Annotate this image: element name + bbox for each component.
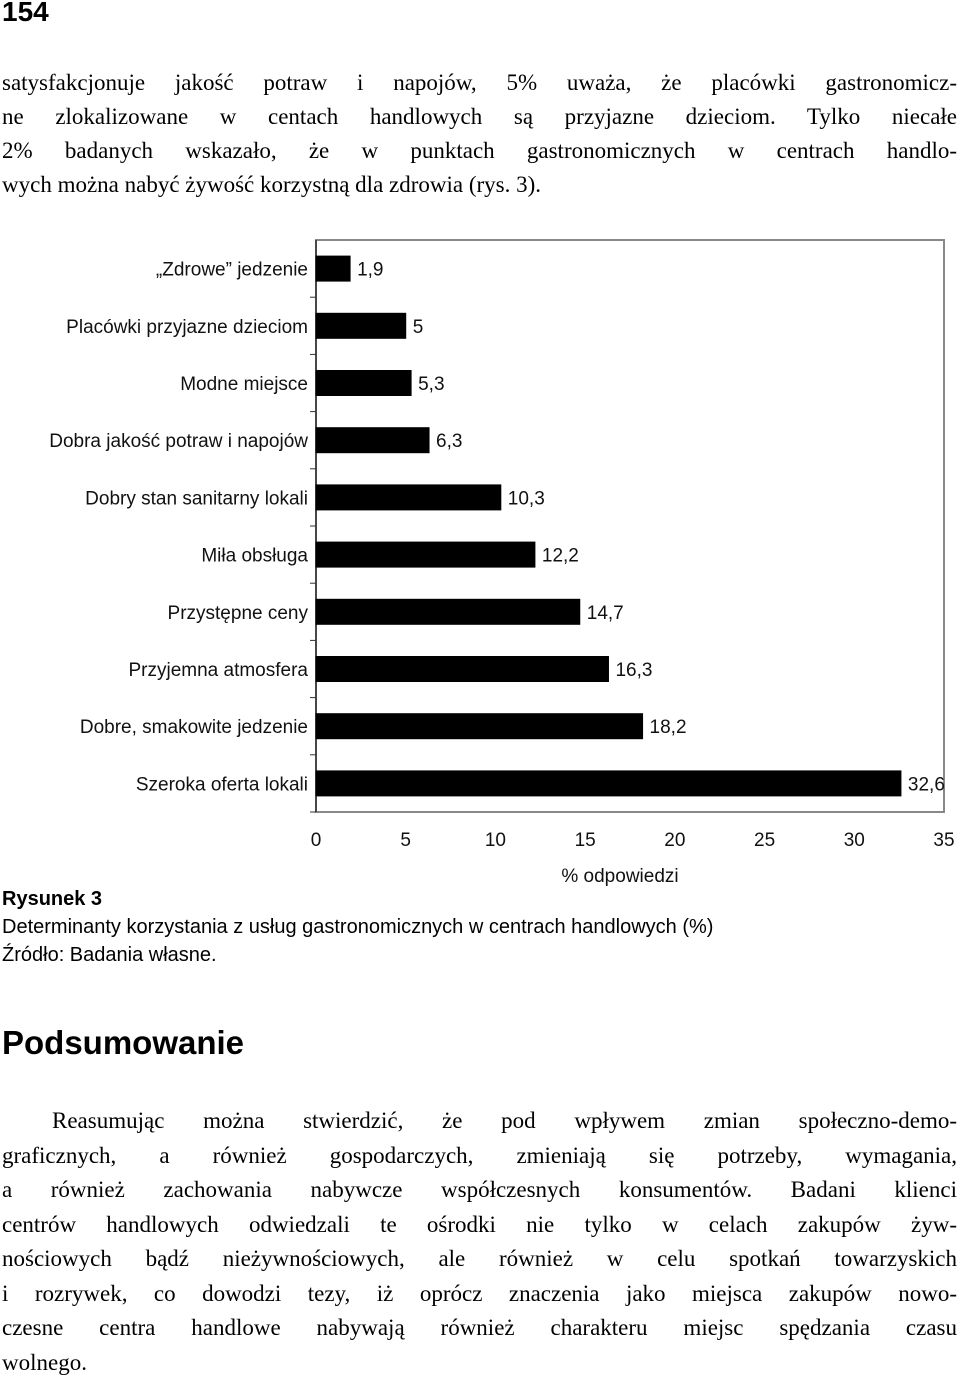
bar xyxy=(316,714,643,739)
text-line: wolnego. xyxy=(2,1349,87,1375)
category-label: Miła obsługa xyxy=(201,545,308,567)
text-line: wych można nabyć żywość korzystną dla zdrowia (rys. 3). xyxy=(2,172,542,197)
data-label: 14,7 xyxy=(586,602,624,624)
bar xyxy=(316,371,411,396)
text-line: i rozrywek, co dowodzi tezy, iż oprócz znaczenia jako miejsca zakupów nowo- xyxy=(2,1280,957,1306)
category-label: Dobry stan sanitarny lokali xyxy=(85,488,308,510)
data-label: 5 xyxy=(412,316,424,338)
bar xyxy=(316,256,350,281)
figure-title: Determinanty korzystania z usług gastronomicznych w centrach handlowych (%) xyxy=(2,916,714,938)
data-label: 1,9 xyxy=(357,259,384,281)
text-line: Reasumując można stwierdzić, że pod wpływem zmian społeczno-demo- xyxy=(52,1108,957,1133)
figure-caption xyxy=(2,885,713,969)
bar xyxy=(316,542,535,567)
category-label: Placówki przyjazne dzieciom xyxy=(66,316,308,338)
text-line: centrów handlowych odwiedzali te ośrodki nie tylko w celach zakupów żyw- xyxy=(2,1211,957,1237)
summary-paragraph xyxy=(2,1104,957,1380)
bar xyxy=(316,771,901,796)
bar-chart xyxy=(0,232,960,892)
bar xyxy=(316,657,608,682)
data-label: 6,3 xyxy=(436,431,463,453)
text-line: ne zlokalizowane w centach handlowych są przyjazne dzieciom. Tylko niecałe xyxy=(2,104,957,129)
figure-label: Rysunek 3 xyxy=(2,888,103,910)
x-tick-label: 5 xyxy=(400,830,412,851)
x-tick-label: 30 xyxy=(843,830,865,851)
data-label: 16,3 xyxy=(615,660,653,681)
x-tick-label: 20 xyxy=(664,830,686,851)
x-tick-label: 0 xyxy=(310,830,322,851)
figure-source: Źródło: Badania własne. xyxy=(2,944,217,966)
category-label: „Zdrowe” jedzenie xyxy=(155,259,308,281)
bar xyxy=(316,313,406,338)
text-line: graficznych, a również gospodarczych, zmieniają się potrzeby, wymagania, xyxy=(2,1142,957,1168)
category-label: Dobre, smakowite jedzenie xyxy=(79,717,308,739)
data-label: 5,3 xyxy=(418,374,445,395)
bar xyxy=(316,599,580,624)
text-line: czesne centra handlowe nabywają również charakteru miejsc spędzania czasu xyxy=(2,1315,957,1340)
text-line: satysfakcjonuje jakość potraw i napojów, 5% uważa, że placówki gastronomicz- xyxy=(2,70,957,95)
category-label: Dobra jakość potraw i napojów xyxy=(49,431,308,453)
bar xyxy=(316,428,429,453)
bar xyxy=(316,485,501,510)
x-tick-label: 10 xyxy=(484,830,506,851)
section-heading: Podsumowanie xyxy=(2,1024,245,1061)
data-label: 32,6 xyxy=(907,774,945,796)
page-number: 154 xyxy=(2,0,49,27)
x-axis-title: % odpowiedzi xyxy=(561,866,679,887)
data-label: 12,2 xyxy=(541,545,579,567)
text-line: 2% badanych wskazało, że w punktach gastronomicznych w centrach handlo- xyxy=(2,138,957,163)
x-tick-label: 25 xyxy=(754,830,776,851)
x-tick-label: 35 xyxy=(933,830,955,851)
data-label: 10,3 xyxy=(507,488,545,510)
category-label: Przystępne ceny xyxy=(167,602,308,624)
intro-paragraph xyxy=(2,66,957,202)
category-label: Modne miejsce xyxy=(180,374,308,395)
x-tick-label: 15 xyxy=(574,830,596,851)
text-line: a również zachowania nabywcze współczesnych konsumentów. Badani klienci xyxy=(2,1177,957,1202)
category-label: Szeroka oferta lokali xyxy=(135,774,308,796)
category-label: Przyjemna atmosfera xyxy=(128,660,308,681)
data-label: 18,2 xyxy=(649,717,687,739)
text-line: nościowych bądź nieżywnościowych, ale również w celu spotkań towarzyskich xyxy=(2,1246,957,1271)
